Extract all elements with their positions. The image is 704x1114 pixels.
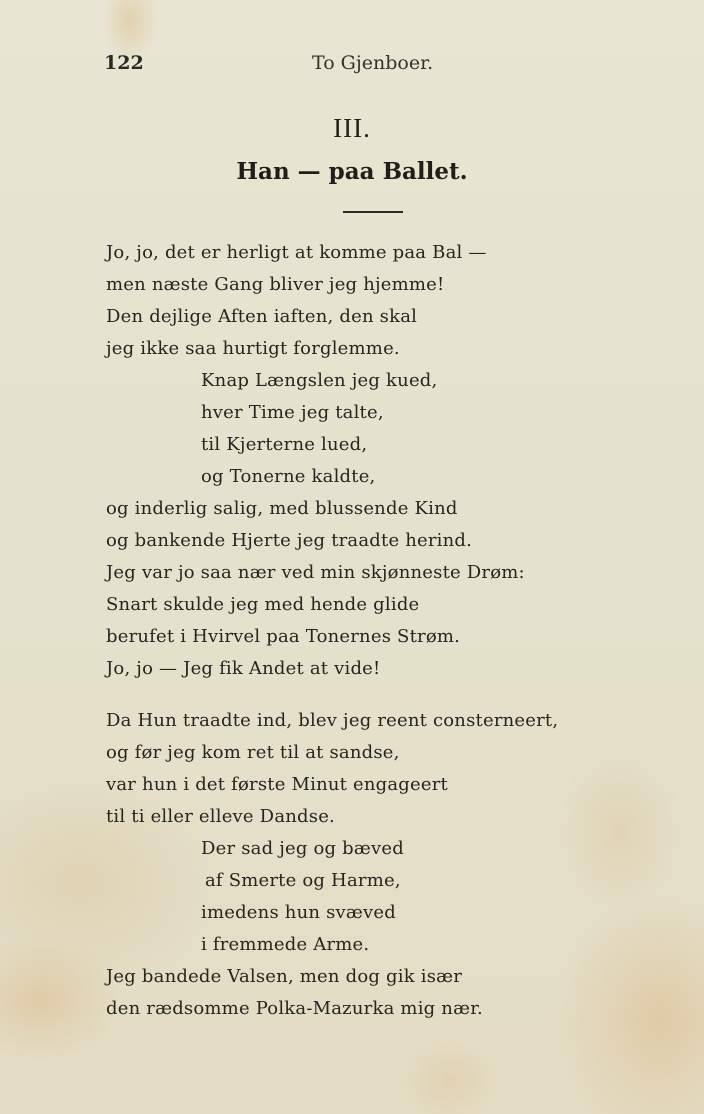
poem-line: Jo, jo — Jeg fik Andet at vide! [106,658,381,679]
poem-line: af Smerte og Harme, [205,870,401,891]
section-title: Han — paa Ballet. [236,158,468,185]
poem-line: Knap Længslen jeg kued, [201,370,438,391]
running-head [0,52,704,82]
poem-line: Jeg var jo saa nær ved min skjønneste Drøm: [106,562,525,583]
poem-line: var hun i det første Minut engageert [106,774,448,795]
running-title: To Gjenboer. [312,52,434,74]
poem-line: Den dejlige Aften iaften, den skal [106,306,418,327]
section-divider-rule [343,211,403,213]
poem-line: og Tonerne kaldte, [201,466,376,487]
poem-line: og bankende Hjerte jeg traadte herind. [106,530,473,551]
poem-line: til ti eller elleve Dandse. [106,806,335,827]
section-number: III. [333,113,371,143]
poem-line: Snart skulde jeg med hende glide [106,594,420,615]
poem-line: hver Time jeg talte, [201,402,384,423]
poem-line: Jeg bandede Valsen, men dog gik især [106,966,463,987]
poem-line: berufet i Hvirvel paa Tonernes Strøm. [106,626,461,647]
page-number: 122 [104,52,144,74]
poem-line: og inderlig salig, med blussende Kind [106,498,458,519]
poem-line: men næste Gang bliver jeg hjemme! [106,274,445,295]
poem-line: Da Hun traadte ind, blev jeg reent consterneert, [106,710,559,731]
poem-line: i fremmede Arme. [201,934,370,955]
poem-line: jeg ikke saa hurtigt forglemme. [106,338,400,359]
poem-line: til Kjerterne lued, [201,434,368,455]
poem-line: imedens hun svæved [201,902,396,923]
poem-line: og før jeg kom ret til at sandse, [106,742,400,763]
poem-line: Der sad jeg og bæved [201,838,404,859]
poem-line: den rædsomme Polka-Mazurka mig nær. [106,998,483,1019]
poem-line: Jo, jo, det er herligt at komme paa Bal — [106,242,487,263]
